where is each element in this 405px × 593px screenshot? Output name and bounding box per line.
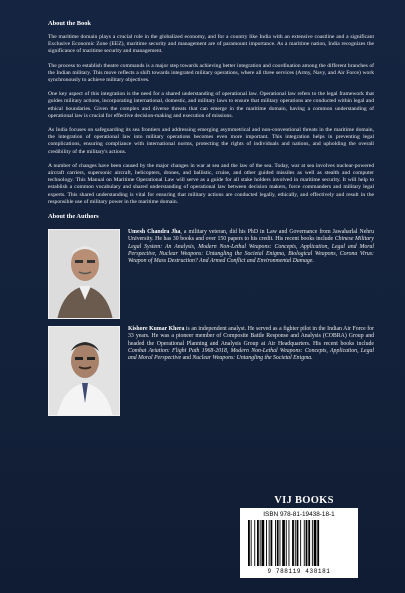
isbn-label: ISBN 978-81-19438-18-1 — [263, 511, 335, 518]
about-book-paragraph-4: As India focuses on safeguarding its sea frontiers and addressing emerging asymmetrical and non-conventional threats in the maritime domain, the integration of operational law into military operations becomes even more important. This integration helps in preventing legal complications, ensuring compliance with international norms, protecting the rights of individuals and nations, and upholding the overall credibility of the military's actions. — [48, 127, 374, 155]
author-2 — [48, 326, 374, 416]
author-1-photo — [48, 229, 120, 319]
barcode-graphic — [248, 520, 350, 566]
isbn-digits: 9 788119 438181 — [267, 568, 331, 575]
publisher-name: VIJ BOOKS — [274, 495, 334, 506]
about-book-paragraph-1: The maritime domain plays a crucial role in the globalized economy, and for a country like India with an extensive coastline and a significant Exclusive Economic Zone (EEZ), maritime security and management are of paramount importance. As a maritime nation, India recognizes the significance of maritime security and management. — [48, 34, 374, 55]
author-2-name: Kishore Kumar Khera — [128, 326, 185, 333]
cover-content — [48, 20, 374, 423]
author-1-bio — [128, 229, 374, 265]
about-book-paragraph-3: One key aspect of this integration is the need for a shared understanding of operational law. Operational law refers to the legal framework that guides military actions, incorporating international, domestic, and military laws to ensure that military operations are conducted within legal and ethical boundaries. Given the complex and diverse threats that can emerge in the maritime domain, having a common understanding of operational law is crucial for effective decision-making and execution of missions. — [48, 91, 374, 119]
author-1-books: Chinese Military Legal System: An Analysis, Modern Non-Lethal Weapons: Concepts, Application, Legal and Moral Perspective, Nuclear Weapons: Untangling the Societal Enigma, Biological Weapons, Corona Virus: Weapon of Mass Destruction? And Armed Conflict and Environmental Damage. — [128, 236, 375, 265]
author-1-name: Umesh Chandra Jha — [128, 229, 181, 236]
author-2-books: Combat Aviation: Flight Path 1968-2018, Modern Non-Lethal Weapons: Concepts, Application, Legal and Moral Perspective — [128, 347, 374, 362]
author-1-bio-text: , a military veteran, did his PhD in Law and Governance from Jawaharlal Nehru University. He has 30 books and over 150 papers to his credit. His recent books include — [128, 229, 374, 243]
author-2-bio — [128, 326, 374, 362]
author-2-photo — [48, 326, 120, 416]
about-authors-heading: About the Authors — [48, 213, 99, 221]
author-1 — [48, 229, 374, 319]
author-2-bio-tail: and — [181, 355, 193, 362]
author-2-books-tail: Nuclear Weapons: Untangling the Societal Enigma. — [192, 355, 313, 362]
author-2-bio-text: is an independent analyst. He served as a fighter pilot in the Indian Air Force for 33 years. He was a pioneer member of Composite Battle Response and Analysis (COBRA) Group and headed the Operational Planning and Analysis Group at Air Headquarters. His recent books include — [128, 326, 374, 347]
about-book-paragraph-2: The process to establish theatre commands is a major step towards achieving better integration and coordination among the different branches of the Indian military. This move reflects a shift towards integrated military operations, where all three services (Army, Navy, and Air Force) work synchronously to achieve military objectives. — [48, 62, 374, 84]
isbn-barcode — [240, 508, 358, 578]
about-book-paragraph-5: A number of changes have been caused by the major changes in war at sea and the law of the sea. Today, war at sea involves nuclear-powered aircraft carriers, supersonic aircraft, helicopters, drones, and ballistic, cruise, and other guided missiles as well as stealth and computer technology. This Manual on Maritime Operational Law will serve as a guide for all stake holders involved in maritime security. It will help to establish a common vocabulary and shared understanding of operational law between decision makers, force commanders and military legal experts. This shared understanding is vital for ensuring that military actions are conducted legally, ethically, and effectively and result in the responsible use of military power in the maritime domain. — [48, 162, 374, 205]
about-book-heading: About the Book — [48, 20, 91, 27]
